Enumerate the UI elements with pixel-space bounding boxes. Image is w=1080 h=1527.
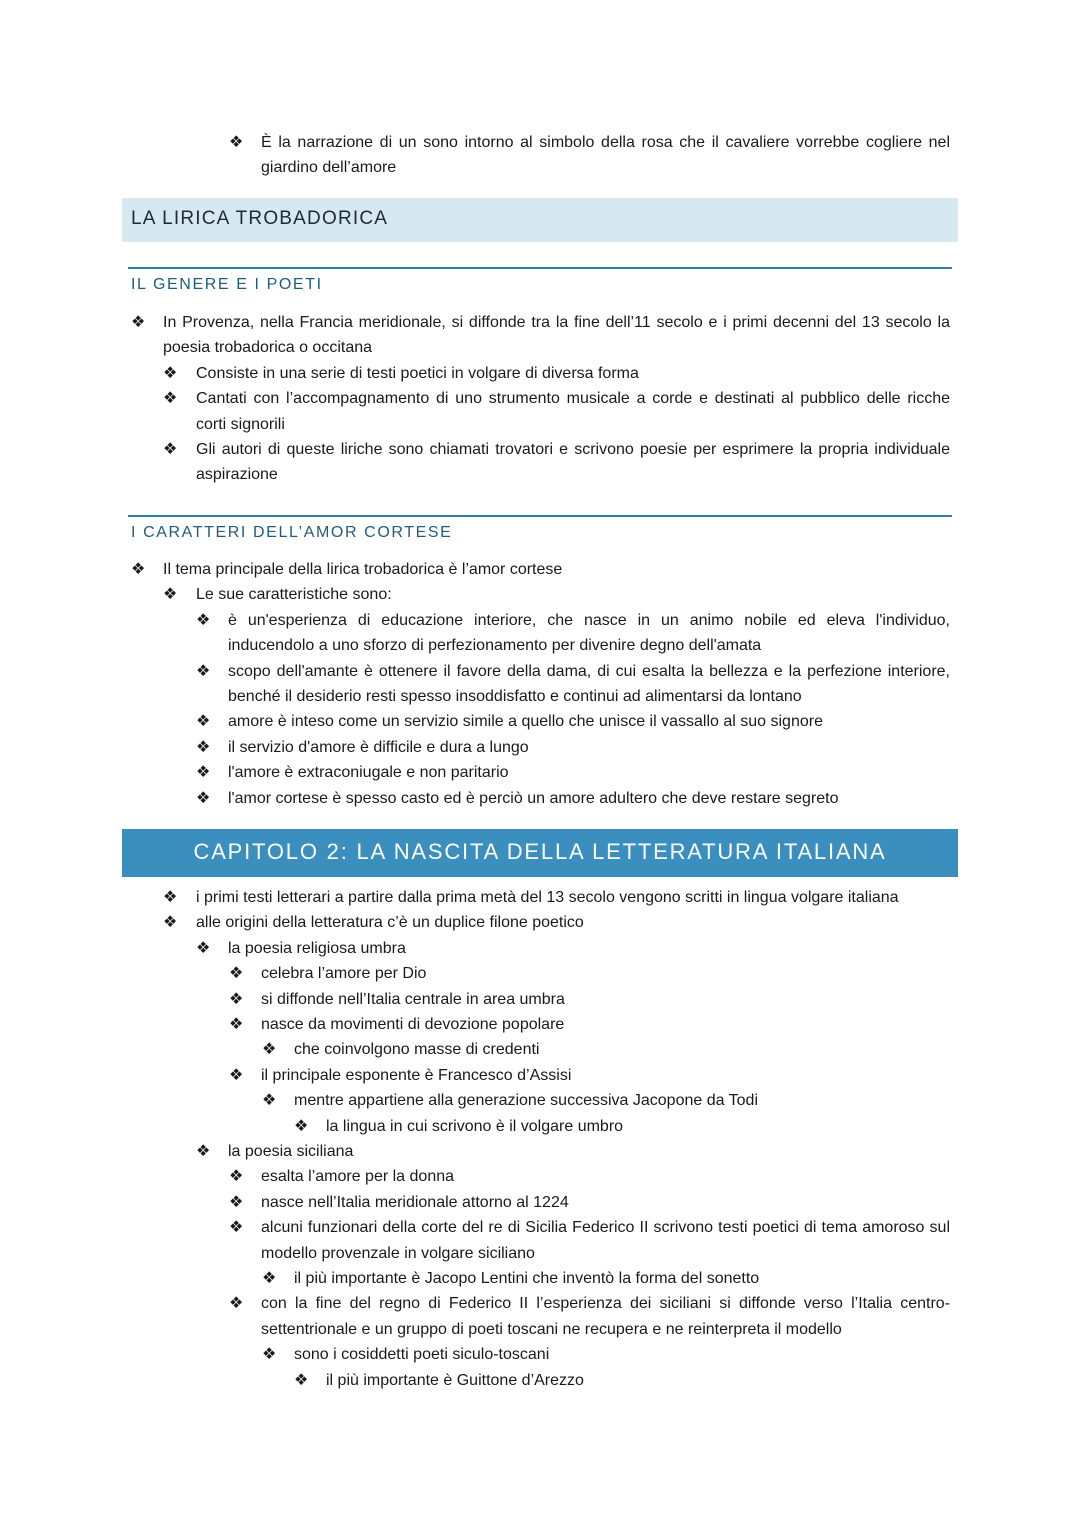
bullet-icon: ❖ — [196, 1143, 211, 1160]
bullet-icon: ❖ — [262, 1092, 277, 1110]
bullet-icon: ❖ — [229, 1219, 244, 1237]
list-item: che coinvolgono masse di credenti — [294, 1041, 540, 1059]
bullet-icon: ❖ — [294, 1117, 309, 1135]
list-item: amore è inteso come un servizio simile a quello che unisce il vassallo al suo signore — [228, 713, 823, 731]
list-item: Cantati con l’accompagnamento di uno strumento musicale a corde e destinati al pubblico delle ricche corti signorili — [196, 390, 950, 433]
bullet-icon: ❖ — [229, 1066, 244, 1084]
bullet-icon: ❖ — [229, 990, 244, 1008]
list-item: Il tema principale della lirica trobadorica è l’amor cortese — [163, 561, 563, 578]
section-title-genere: IL GENERE E I POETI — [131, 276, 323, 293]
list-item: nasce da movimenti di devozione popolare — [261, 1016, 565, 1033]
section-title-caratteri: I CARATTERI DELL’AMOR CORTESE — [131, 524, 453, 541]
chapter-band — [122, 829, 958, 877]
list-item: Consiste in una serie di testi poetici in volgare di diversa forma — [196, 364, 639, 382]
list-item: il principale esponente è Francesco d’Assisi — [261, 1066, 572, 1084]
bullet-icon: ❖ — [163, 390, 178, 408]
list-item: Gli autori di queste liriche sono chiamati trovatori e scrivono poesie per esprimere la propria individuale aspirazione — [196, 441, 950, 484]
bullet-icon: ❖ — [163, 586, 178, 604]
list-item: il più importante è Guittone d’Arezzo — [326, 1371, 584, 1389]
section-rule-genere — [128, 267, 952, 269]
list-item: è un'esperienza di educazione interiore, che nasce in un animo nobile ed eleva l'individuo, inducendolo a uno sforzo di perfezionamento per divenire degno dell'amata — [228, 611, 950, 655]
bullet-icon: ❖ — [229, 1168, 244, 1186]
bullet-icon: ❖ — [229, 1016, 244, 1033]
bullet-icon: ❖ — [163, 441, 178, 458]
bullet-icon: ❖ — [196, 939, 211, 957]
list-item: i primi testi letterari a partire dalla prima metà del 13 secolo vengono scritti in lingua volgare italiana — [196, 889, 899, 906]
list-item: l'amor cortese è spesso casto ed è perciò un amore adultero che deve restare segreto — [228, 789, 839, 807]
bullet-icon: ❖ — [196, 789, 211, 807]
list-item: l'amore è extraconiugale e non paritario — [228, 764, 509, 782]
bullet-icon: ❖ — [131, 561, 146, 578]
list-item: esalta l’amore per la donna — [261, 1168, 455, 1186]
bullet-icon: ❖ — [163, 364, 178, 382]
bullet-icon: ❖ — [294, 1371, 309, 1389]
bullet-icon: ❖ — [196, 738, 211, 756]
list-item: la poesia siciliana — [228, 1143, 354, 1160]
list-item: il più importante è Jacopo Lentini che inventò la forma del sonetto — [294, 1270, 760, 1287]
list-item: mentre appartiene alla generazione successiva Jacopone da Todi — [294, 1092, 759, 1110]
bullet-icon: ❖ — [131, 314, 146, 331]
list-item: È la narrazione di un sono intorno al simbolo della rosa che il cavaliere vorrebbe cogliere nel giardino dell’amore — [261, 134, 950, 177]
bullet-icon: ❖ — [229, 1295, 244, 1313]
bullet-icon: ❖ — [196, 764, 211, 782]
list-item: scopo dell'amante è ottenere il favore della dama, di cui esalta la bellezza e la perfezione interiore, benché il desiderio resti spesso insoddisfatto e continui ad alimentarsi da lontano — [228, 662, 950, 705]
list-item: la poesia religiosa umbra — [228, 939, 406, 957]
list-item: alcuni funzionari della corte del re di Sicilia Federico II scrivono testi poetici di tema amoroso sul modello provenzale in volgare siciliano — [261, 1219, 950, 1262]
list-item: sono i cosiddetti poeti siculo-toscani — [294, 1346, 550, 1364]
bullet-icon: ❖ — [229, 965, 244, 983]
list-item: alle origini della letteratura c’è un duplice filone poetico — [196, 914, 584, 932]
bullet-icon: ❖ — [262, 1346, 277, 1364]
bullet-icon: ❖ — [196, 611, 211, 629]
bullet-icon: ❖ — [229, 134, 244, 151]
bullet-icon: ❖ — [262, 1270, 277, 1287]
list-item: la lingua in cui scrivono è il volgare umbro — [326, 1117, 624, 1135]
bullet-icon: ❖ — [163, 914, 178, 932]
list-item: si diffonde nell’Italia centrale in area umbra — [261, 990, 565, 1008]
bullet-icon: ❖ — [163, 889, 178, 906]
bullet-icon: ❖ — [196, 713, 211, 731]
chapter-title: CAPITOLO 2: LA NASCITA DELLA LETTERATURA ITALIANA — [193, 839, 887, 864]
list-item: il servizio d'amore è difficile e dura a lungo — [228, 738, 529, 756]
section-rule-caratteri — [128, 515, 952, 517]
list-item: nasce nell’Italia meridionale attorno al 1224 — [261, 1193, 569, 1211]
list-item: celebra l’amore per Dio — [261, 965, 427, 983]
list-item: con la fine del regno di Federico II l’esperienza dei siciliani si diffonde verso l’Italia centro-settentrionale e un gruppo di poeti toscani ne recupera e ne reinterpreta il modello — [261, 1295, 950, 1338]
list-item: In Provenza, nella Francia meridionale, si diffonde tra la fine dell’11 secolo e i primi decenni del 13 secolo la poesia trobadorica o occitana — [163, 314, 950, 357]
heading-lirica-trobadorica: LA LIRICA TROBADORICA — [131, 208, 389, 229]
list-item: Le sue caratteristiche sono: — [196, 586, 392, 604]
bullet-icon: ❖ — [196, 662, 211, 680]
bullet-icon: ❖ — [229, 1193, 244, 1211]
bullet-icon: ❖ — [262, 1041, 277, 1059]
